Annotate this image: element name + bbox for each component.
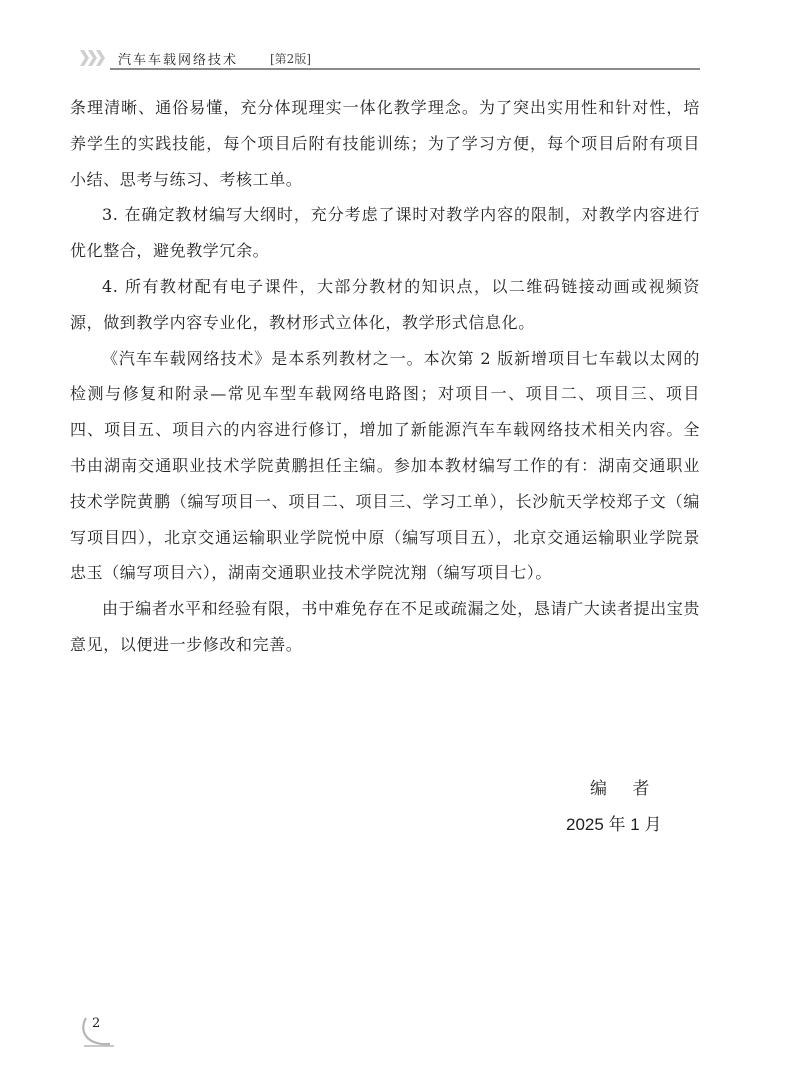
preface-body (70, 90, 700, 663)
paragraph-item-4: 4. 所有教材配有电子课件，大部分教材的知识点，以二维码链接动画或视频资源，做到教学内容专业化，教材形式立体化，教学形式信息化。 (70, 276, 700, 332)
paragraph-item-3: 3. 在确定教材编写大纲时，充分考虑了课时对教学内容的限制，对教学内容进行优化整合，避免教学冗余。 (70, 205, 700, 261)
signature-date: 2025 年 1 月 (566, 815, 662, 834)
header-title: 汽车车载网络技术 (118, 53, 239, 68)
page-number: 2 (92, 1016, 101, 1031)
paragraph-continued: 条理清晰、通俗易懂，充分体现理实一体化教学理念。为了突出实用性和针对性，培养学生的实践技能，每个项目后附有技能训练；为了学习方便，每个项目后附有项目小结、思考与练习、考核工单。 (70, 98, 700, 189)
header-edition: [第2版] (270, 52, 311, 66)
paragraph-book-info: 《汽车车载网络技术》是本系列教材之一。本次第 2 版新增项目七车载以太网的检测与修复和附录—常见车型车载网络电路图；对项目一、项目二、项目三、项目四、项目五、项目六的内容进行修订，增加了新能源汽车车载网络技术相关内容。全书由湖南交通职业技术学院黄鹏担任主编。参加本教材编写工作的有：湖南交通职业技术学院黄鹏（编写项目一、项目二、项目三、学习工单），长沙航天学校郑子文（编写项目四），北京交通运输职业学院悦中原（编写项目五），北京交通运输职业学院景忠玉（编写项目六），湖南交通职业技术学院沈翔（编写项目七）。 (70, 348, 700, 583)
header-rule (110, 68, 700, 70)
page-footer (80, 1010, 120, 1050)
author-signature: 编 者 (590, 779, 660, 799)
running-header (80, 48, 700, 70)
paragraph-closing: 由于编者水平和经验有限，书中难免存在不足或疏漏之处，恳请广大读者提出宝贵意见，以便进一步修改和完善。 (70, 599, 700, 654)
